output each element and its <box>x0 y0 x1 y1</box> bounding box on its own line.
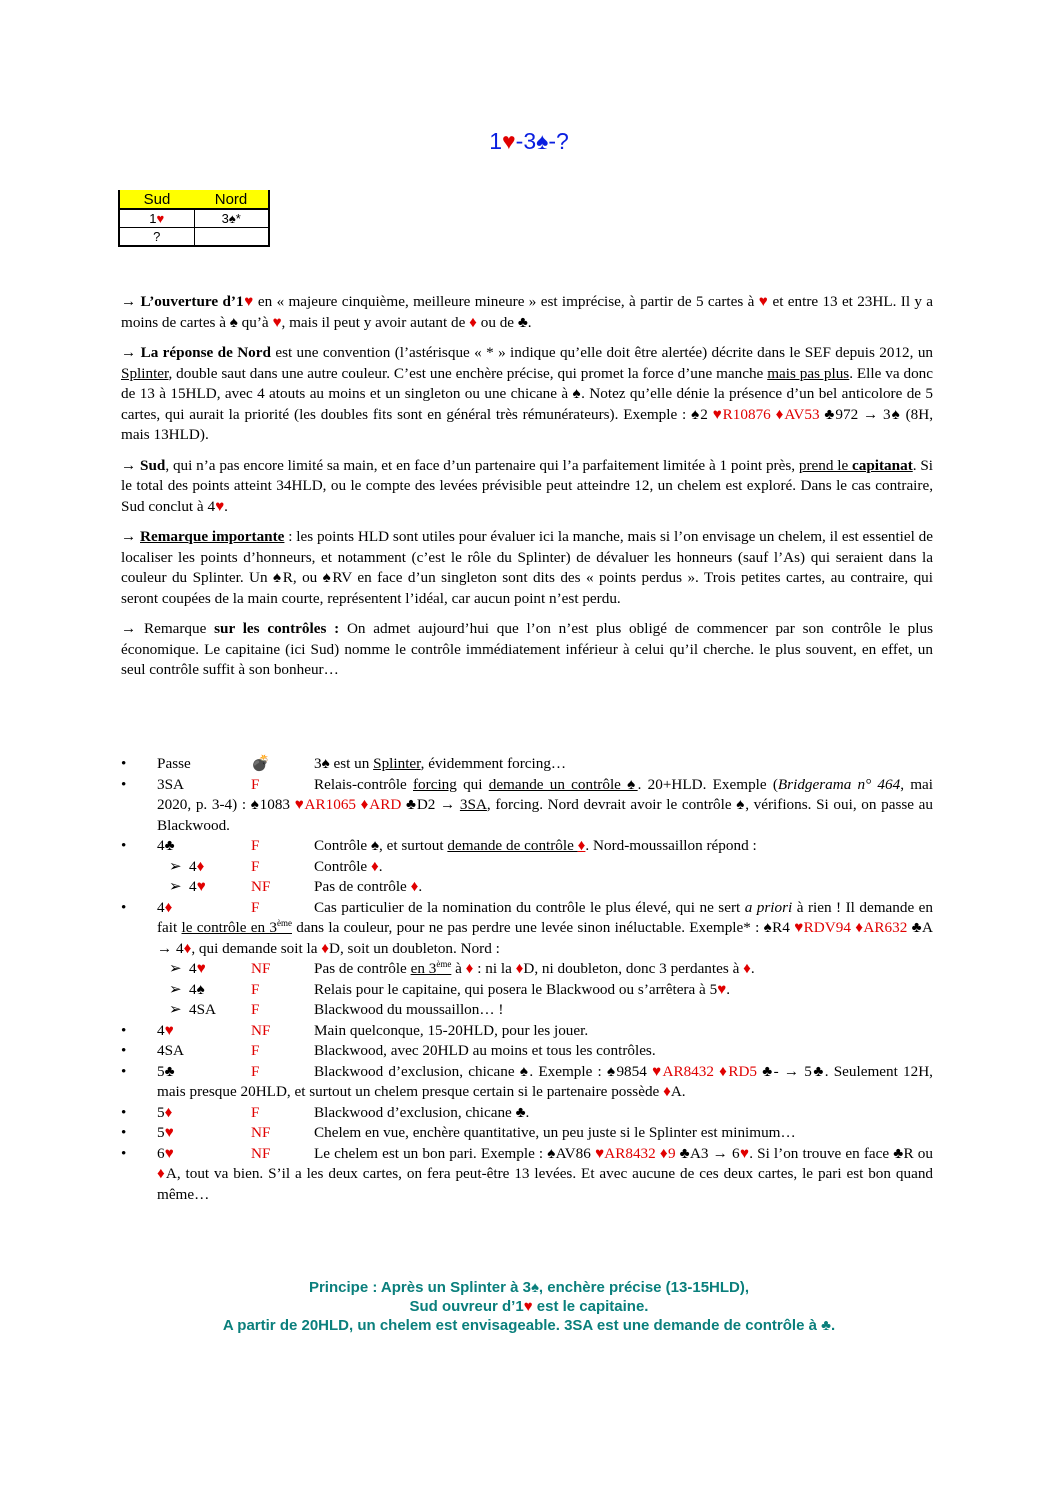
list-item <box>121 836 933 857</box>
bold-text: Sud <box>140 456 166 474</box>
text: ou de ♣. <box>476 313 532 331</box>
arrow-icon: → <box>121 528 140 545</box>
diamond-icon: ♦ <box>469 313 477 331</box>
text: A, tout va bien. S’il a les deux cartes, on fera peut-être 13 levées. Et avec aucune de ces deux cartes, le pari est bon quand même… <box>157 1165 934 1203</box>
heart-icon: ♥ <box>502 128 516 154</box>
italic-text: Bridgerama n° 464 <box>777 775 901 793</box>
heart-icon: ♥ <box>196 960 206 977</box>
bold-text: sur les contrôles : <box>214 620 340 637</box>
red-hand: ♥AR8432 ♦RD5 <box>652 1062 758 1080</box>
heart-icon: ♥ <box>196 878 206 895</box>
arrow-icon: → <box>121 293 141 310</box>
title-text: -? <box>548 128 569 154</box>
bid-description: Blackwood du moussaillon… ! <box>314 1001 504 1018</box>
text: à <box>451 960 466 977</box>
cell-nord: 3♠* <box>194 209 269 228</box>
bid-label <box>157 898 172 919</box>
underlined-text: demande un contrôle ♠ <box>488 775 638 793</box>
paragraph-sud <box>121 456 933 518</box>
bid-level: 5 <box>157 1124 165 1141</box>
sub-arrow-icon: ➢ <box>169 857 182 875</box>
list-item <box>121 775 933 837</box>
text: et entre 13 et 23HL. Il y a moins de cartes à ♠ qu’à <box>121 293 933 331</box>
text: Relais-contrôle <box>314 775 413 793</box>
text: qui <box>456 775 489 793</box>
text: en « majeure cinquième, meilleure mineure » est imprécise, à partir de 5 cartes à <box>253 293 759 310</box>
bid-level: 4 <box>189 960 197 977</box>
text: Pas de contrôle <box>314 878 411 895</box>
bid-description: Blackwood, avec 20HLD au moins et tous les contrôles. <box>314 1042 656 1059</box>
bid-label <box>157 1144 174 1165</box>
bid-level: 4 <box>189 857 197 875</box>
bid-level: 6 <box>157 1144 165 1162</box>
bid-description <box>157 836 933 857</box>
diamond-icon: ♦ <box>370 857 379 875</box>
diamond-icon: ♦ <box>577 837 586 854</box>
arrow-icon: → <box>121 344 141 361</box>
paragraph-remarque <box>121 527 933 609</box>
sub-list-item <box>121 877 933 898</box>
text: Blackwood d’exclusion, chicane ♠. Exemple : ♠9854 <box>314 1062 653 1080</box>
principle-line-1: Principe : Après un Splinter à 3♠, enchère précise (13-15HLD), <box>308 1279 750 1296</box>
text: Relais pour le capitaine, qui posera le Blackwood ou s’arrêtera à 5 <box>314 980 718 998</box>
non-forcing-flag: NF <box>251 960 271 977</box>
text: : ni la <box>473 960 516 977</box>
superscript: ème <box>436 958 452 969</box>
text: . Elle va donc de 13 à 15HLD, avec 4 atouts au moins et un singleton ou une chicane à ♠. Notez qu’elle dénie la présence d’un bel anticolore de 5 cartes, qui aurait la priorité (les doubles fits sont en général très rémunérateurs). Exemple : ♠2 <box>121 364 933 423</box>
list-item <box>121 1123 933 1144</box>
bid-label: 4SA <box>157 1042 185 1059</box>
diamond-icon: ♦ <box>164 898 173 916</box>
text: . Si l’on trouve en face ♣R ou <box>749 1144 933 1162</box>
heart-icon: ♥ <box>739 1144 750 1162</box>
text: ♣972 → 3♠ (8H, mais 13HLD). <box>121 405 934 443</box>
bid-description <box>157 898 933 960</box>
forcing-flag: F <box>251 1062 260 1080</box>
bid-level: 4 <box>157 1021 165 1039</box>
forcing-flag: F <box>251 1042 260 1059</box>
underlined-bold-text: capitanat <box>852 456 913 474</box>
text: Contrôle ♠, et surtout <box>314 837 448 854</box>
red-hand: ♥RDV94 ♦AR632 <box>794 919 908 936</box>
spade-icon: ♠ <box>536 128 549 154</box>
superscript: ème <box>276 917 292 928</box>
text: ♣D2 → <box>401 796 460 813</box>
text: . <box>726 980 730 998</box>
bid-label: 4♠ <box>189 980 205 998</box>
text: . Si le total des points atteint 34HLD, ou le compte des levées prévisible peut atteindre 12, un chelem est exploré. Dans le cas contraire, Sud conclut à 4 <box>121 456 934 515</box>
underlined-text: Splinter <box>121 364 169 382</box>
bid-description: Main quelconque, 15-20HLD, pour les jouer. <box>314 1021 589 1039</box>
cell-sud: ? <box>119 228 194 247</box>
text: Pas de contrôle <box>314 960 411 977</box>
arrow-icon: → <box>121 456 140 474</box>
forcing-flag: F <box>251 857 260 875</box>
forcing-flag: F <box>251 1103 260 1121</box>
text: le contrôle en 3 <box>181 919 277 936</box>
cell-nord <box>194 228 269 247</box>
text: ♣- → 5♣. Seulement 12H, mais presque 20HLD, et surtout un chelem presque certain si le partenaire possède <box>157 1062 933 1100</box>
text: à rien ! Il demande en fait <box>157 898 934 936</box>
bold-text: La réponse de Nord <box>140 344 271 361</box>
heart-icon: ♥ <box>758 293 769 310</box>
bid-level: 5 <box>157 1103 165 1121</box>
heart-icon: ♥ <box>164 1144 174 1162</box>
bid-label: 3SA <box>157 775 185 793</box>
diamond-icon: ♦ <box>743 960 751 977</box>
bid-level: 4 <box>157 837 165 854</box>
heart-icon: ♥ <box>156 211 165 226</box>
principle-line-3: A partir de 20HLD, un chelem est envisageable. 3SA est une demande de contrôle à ♣. <box>222 1317 836 1334</box>
bid-label <box>157 1123 174 1144</box>
underlined-text: forcing <box>413 775 457 793</box>
text: ♣A3 → 6 <box>675 1144 740 1162</box>
text: , qui n’a pas encore limité sa main, et en face d’un partenaire qui l’a parfaitement limitée à 1 point près, <box>165 456 799 474</box>
text: Le chelem est un bon pari. Exemple : ♠AV86 <box>314 1144 595 1162</box>
bid-label <box>189 959 206 980</box>
table-row <box>119 209 269 228</box>
text: dans la couleur, pour ne pas perdre une levée sinon inéluctable. Exemple* : ♠R4 <box>291 919 795 936</box>
bold-text: L’ouverture d’1 <box>140 293 244 310</box>
bid-label <box>157 836 175 857</box>
title-text: 1 <box>489 128 502 154</box>
heart-icon: ♥ <box>164 1021 174 1039</box>
bid-label: 5♣ <box>157 1062 175 1080</box>
italic-text: a priori <box>744 898 793 916</box>
text: Sud ouvreur d’1 <box>409 1298 524 1315</box>
text: , mai 2020, p. 3-4) : ♠1083 <box>157 775 933 813</box>
bid-label <box>157 1021 174 1042</box>
diamond-icon: ♦ <box>410 878 419 895</box>
list-item <box>121 898 933 960</box>
non-forcing-flag: NF <box>251 1144 271 1162</box>
bidding-table <box>118 190 270 247</box>
list-item <box>121 1103 933 1124</box>
bid-description <box>157 959 933 980</box>
sub-arrow-icon: ➢ <box>169 960 182 977</box>
principle-box <box>0 1278 1058 1335</box>
forcing-flag: F <box>251 898 260 916</box>
non-forcing-flag: NF <box>251 878 271 895</box>
text: en 3 <box>410 960 437 977</box>
underlined-text <box>182 919 292 936</box>
bid-description <box>157 877 933 898</box>
bid-label <box>189 877 206 898</box>
sub-arrow-icon: ➢ <box>169 1001 182 1018</box>
text: . <box>224 497 228 515</box>
underlined-text: mais pas plus <box>767 364 850 382</box>
text: D, soit un doubleton. Nord : <box>329 939 500 957</box>
bullet-icon: • <box>121 898 127 916</box>
text: Contrôle <box>314 857 371 875</box>
diamond-icon: ♦ <box>663 1083 671 1100</box>
heart-icon: ♥ <box>272 313 282 331</box>
bid-list <box>121 754 933 1205</box>
text: , mais il peut y avoir autant de <box>281 313 470 331</box>
diamond-icon: ♦ <box>321 939 329 957</box>
list-item <box>121 1144 933 1206</box>
bullet-icon: • <box>121 775 127 793</box>
heart-icon: ♥ <box>164 1124 174 1141</box>
bid-level: 4 <box>157 898 165 916</box>
bid-description: Chelem en vue, enchère quantitative, un peu juste si le Splinter est minimum… <box>314 1124 796 1141</box>
sub-list-item <box>121 1000 933 1021</box>
bid-description <box>157 754 933 775</box>
bid-label <box>189 857 204 878</box>
text: , double saut dans une autre couleur. C’est une enchère précise, qui promet la force d’une manche <box>168 364 768 382</box>
text: D, ni doubleton, donc 3 perdantes à <box>523 960 744 977</box>
sub-list-item <box>121 857 933 878</box>
cell-sud <box>119 209 194 228</box>
heart-icon: ♥ <box>215 497 225 515</box>
sub-list-item <box>121 980 933 1001</box>
text: , qui demande soit la <box>191 939 322 957</box>
bid-label: 4SA <box>189 1001 217 1018</box>
red-hand: ♥AR1065 ♦ARD <box>294 796 402 813</box>
intro-paragraphs <box>121 292 933 691</box>
list-item <box>121 754 933 775</box>
bid-level: 1 <box>149 211 157 226</box>
club-icon: ♣ <box>164 837 175 854</box>
bullet-icon: • <box>121 1042 127 1059</box>
non-forcing-flag: NF <box>251 1124 271 1141</box>
bid-description <box>157 857 933 878</box>
bullet-icon: • <box>121 1021 127 1039</box>
diamond-icon: ♦ <box>196 857 205 875</box>
bid-description <box>157 1144 933 1206</box>
text: ♣A → 4 <box>157 919 933 957</box>
non-forcing-flag: NF <box>251 1021 271 1039</box>
diamond-icon: ♦ <box>157 1165 166 1182</box>
bullet-icon: • <box>121 1062 127 1080</box>
text: A. <box>670 1083 686 1100</box>
heart-icon: ♥ <box>717 980 727 998</box>
text: Cas particulier de la nomination du contrôle le plus élevé, qui ne sert <box>314 898 745 916</box>
bomb-icon: 💣 <box>251 755 270 772</box>
bid-description <box>157 775 933 837</box>
underlined-text: 3SA <box>459 796 487 813</box>
text: , forcing. Nord devrait avoir le contrôle ♠, vérifions. Si oui, on passe au Blackwood. <box>157 796 933 834</box>
text: . <box>750 960 755 977</box>
bid-label: Passe <box>157 755 191 772</box>
bid-description: Blackwood d’exclusion, chicane ♣. <box>314 1103 530 1121</box>
page-title <box>0 128 1058 155</box>
text: est une convention (l’astérisque « * » indique qu’elle doit être alertée) décrite dans le SEF depuis 2012, un <box>270 344 934 361</box>
underlined-text <box>411 960 452 977</box>
list-item <box>121 1062 933 1103</box>
text: . <box>418 878 423 895</box>
underlined-text: demande de contrôle <box>447 837 578 854</box>
sub-list-item <box>121 959 933 980</box>
principle-line-2 <box>0 1297 1058 1316</box>
bid-level: 4 <box>189 878 197 895</box>
forcing-flag: F <box>251 980 260 998</box>
paragraph-controles <box>121 619 933 681</box>
diamond-icon: ♦ <box>164 1103 173 1121</box>
text: . 20+HLD. Exemple ( <box>637 775 778 793</box>
bullet-icon: • <box>121 1124 127 1141</box>
text: : les points HLD sont utiles pour évaluer ici la manche, mais si l’on envisage un chelem, il est essentiel de localiser les points d’honneurs, et notamment (c’est le rôle du Splinter) de dévaluer les honneurs (sauf l’As) qui seraient dans la couleur du Splinter. Un ♠R, ou ♠RV en face d’un singleton sont dits des « points perdus ». Trois petites cartes, au contraire, qui seront coupées de la main courte, représentent l’idéal, car aucun point n’est perdu. <box>121 528 934 607</box>
table-row <box>119 228 269 247</box>
text: . Nord-moussaillon répond : <box>585 837 757 854</box>
heart-icon: ♥ <box>243 293 254 310</box>
diamond-icon: ♦ <box>465 960 474 977</box>
paragraph-reponse <box>121 343 933 446</box>
forcing-flag: F <box>251 1001 260 1018</box>
red-hand: ♥R10876 ♦AV53 <box>712 405 820 423</box>
text: est le capitaine. <box>532 1298 649 1315</box>
text: → Remarque <box>121 620 215 637</box>
paragraph-ouverture <box>121 292 933 333</box>
text: 3♠ est un <box>314 755 374 772</box>
text: , évidemment forcing… <box>420 755 567 772</box>
heart-icon: ♥ <box>523 1298 533 1315</box>
bullet-icon: • <box>121 1103 127 1121</box>
red-hand: ♥AR8432 ♦9 <box>594 1144 676 1162</box>
bid-description <box>157 1062 933 1103</box>
header-sud: Sud <box>119 190 194 209</box>
sub-arrow-icon: ➢ <box>169 980 182 998</box>
list-item <box>121 1021 933 1042</box>
underlined-text: prend le <box>798 456 852 474</box>
bid-label <box>157 1103 172 1124</box>
forcing-flag: F <box>251 775 260 793</box>
diamond-icon: ♦ <box>515 960 524 977</box>
sub-arrow-icon: ➢ <box>169 878 182 895</box>
header-nord: Nord <box>194 190 269 209</box>
text: . <box>378 857 383 875</box>
underlined-text: Splinter <box>373 755 421 772</box>
underlined-bold-text: Remarque importante <box>140 528 285 545</box>
text: On admet aujourd’hui que l’on n’est plus obligé de commencer par son contrôle le plus économique. Le capitaine (ici Sud) nomme le contrôle immédiatement inférieur à celui qu’il cherche. le plus souvent, en effet, un seul contrôle suffit à son bonheur… <box>121 620 934 678</box>
list-item <box>121 1041 933 1062</box>
title-text: -3 <box>515 128 537 154</box>
bullet-icon: • <box>121 1144 127 1162</box>
forcing-flag: F <box>251 837 260 854</box>
bid-description <box>157 980 933 1001</box>
diamond-icon: ♦ <box>183 939 192 957</box>
bullet-icon: • <box>121 755 127 772</box>
bullet-icon: • <box>121 837 127 854</box>
